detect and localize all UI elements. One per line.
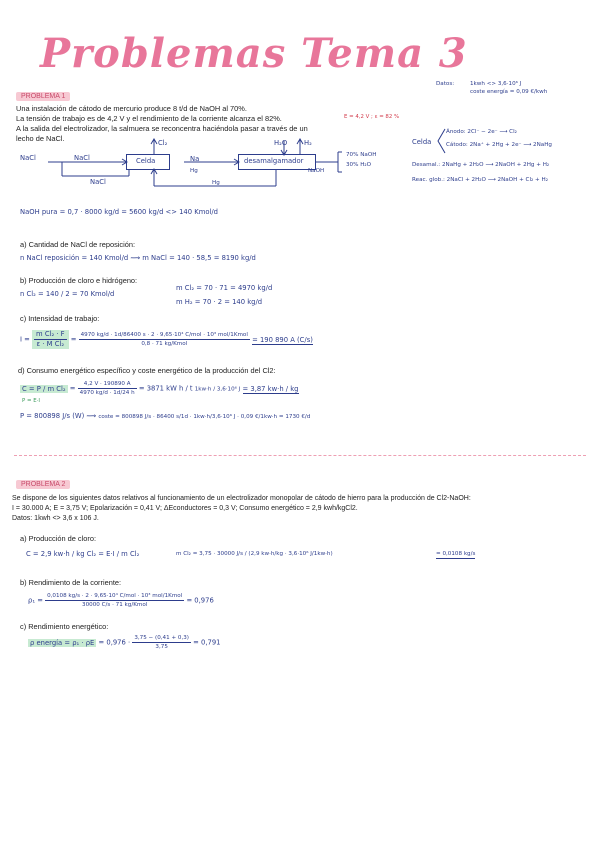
p2-c-mid: = 0,976 · [98,638,131,647]
p2-question-c: c) Rendimiento energético: [20,622,109,631]
p1-d-lhs: C = P / m Cl₂ [22,384,66,393]
p2-c-lhs: ρ energía = ρ₁ · ρE [30,638,95,647]
p1-c-num: 4970 kg/d · 1d/86400 s · 2 · 9,65·10⁴ C/mol · 10³ mol/1Kmol [80,332,248,338]
diagram-na: Na [190,155,200,163]
p2-b-den: 30000 C/s · 71 kg/Kmol [82,602,148,608]
p1-statement-line-2: La tensión de trabajo es de 4,2 V y el rendimiento de la corriente alcanza el 82%. [16,114,282,123]
p1-statement-line-4: lecho de NaCl. [16,134,65,143]
naoh-pura-line: NaOH pura = 0,7 · 8000 kg/d = 5600 kg/d <> 140 Kmol/d [20,208,218,216]
p2-b-num: 0,0108 kg/s · 2 · 9,65·10⁴ C/mol · 10³ mol/1Kmol [47,593,183,599]
diagram-nacl-in: NaCl [20,154,36,162]
p1-b-moles: n Cl₂ = 140 / 2 = 70 Kmol/d [20,290,115,298]
p1-answer-a: n NaCl reposición = 140 Kmol/d ⟿ m NaCl = 140 · 58,5 = 8190 kg/d [20,254,256,262]
diagram-nacl-recycle: NaCl [90,178,106,186]
p1-given-values: E = 4,2 V ; ε = 82 % [344,114,400,120]
celda-brace-icon [436,128,446,154]
p2-statement-line-1: Se dispone de los siguientes datos relativos al funcionamiento de un electrolizador monopolar de cátodo de hierro para la producción de Cl2-NaOH: [12,495,471,502]
datos-label: Datos: [436,81,455,87]
p1-question-d: d) Consumo energético específico y coste energético de la producción del Cl2: [18,366,276,375]
diagram-out-naoh: 70% NaOH [346,152,377,158]
diagram-h2: H₂ [304,139,312,147]
desamalgamador-box-label: desamalgamador [244,157,304,165]
p2-c-den: 3,75 [155,644,168,650]
p1-c-formula: I = $\frac{\text{m Cl₂ · F}}{\text{ε · M Cl₂}}$ = $\frac{\text{4970 kg/d · 1d/86400 s · 2 · 9,65·10⁴ C/mol · 10³ mol/1Kmol}}{\text{0,8 · 71 kg/Kmol}}$ = 190 890 A (C/s) [20,330,313,348]
problem-2-tag: PROBLEMA 2 [16,480,70,489]
p1-b-mass-cl2: m Cl₂ = 70 · 71 = 4970 kg/d [176,284,273,292]
p1-d-cost: coste = 800898 J/s · 86400 s/1d · 1kw·h/3,6·10⁶ J · 0,09 €/1kw·h = 1730 €/d [98,414,311,420]
p2-b-result: = 0,976 [186,596,214,605]
p1-statement-line-1: Una instalación de cátodo de mercurio produce 8 t/d de NaOH al 70%. [16,104,247,113]
p1-c-den: 0,8 · 71 kg/Kmol [141,341,188,347]
section-divider [14,455,586,456]
p1-d-res2: 1kw·h / 3,6·10⁶ J [194,386,241,393]
problem-1-tag: PROBLEMA 1 [16,92,70,101]
diagram-out-h2o: 30% H₂O [346,162,372,168]
p2-a-consumo: C = 2,9 kw·h / kg Cl₂ = E·I / m Cl₂ [26,550,140,558]
p1-d-res1: = 3871 kW h / t [138,384,193,393]
p2-c-result: = 0,791 [193,638,221,647]
p2-b-lhs: ρ₁ = [28,596,43,605]
p1-d-den: 4970 kg/d · 1d/24 h [79,390,135,396]
p2-a-mass: m Cl₂ = 3,75 · 30000 J/s / (2,9 kw·h/kg · 3,6·10⁶ J/1kw·h) [176,551,333,557]
diagram-h2o: H₂O [274,139,288,147]
page-title: Problemas Tema 3 [40,30,468,77]
p1-d-num: 4,2 V · 190890 A [78,380,137,389]
p1-d-pnote: P = E·I [22,398,40,404]
p1-question-a: a) Cantidad de NaCl de reposición: [20,240,136,249]
p1-d-formula: C = P / m Cl₂ = $\frac{4,2 V \cdot 190890 A}{4970 kg/d \cdot 1d/24 h}$ = 3871 kW h / t 1kw·h / 3,6·10⁶ J = 3,87 kw·h / kg [22,381,299,396]
diagram-nacl-mid: NaCl [74,154,90,162]
p2-statement-line-3: Datos: 1kwh <> 3,6 x 106 J. [12,515,99,522]
process-diagram [14,136,394,192]
p1-c-formula-num: m Cl₂ · F [36,330,65,338]
diagram-naoh: NaOH [308,168,325,174]
celda-box-label: Celda [136,157,156,165]
p1-c-formula-den: ε · M Cl₂ [36,340,65,348]
celda-label: Celda [412,138,432,146]
p1-statement-line-3: A la salida del electrolizador, la salmuera se reconcentra haciéndola pasar a través de un [16,124,308,133]
desamal-reaction: Desamal.: 2NaHg + 2H₂O ⟶ 2NaOH + 2Hg + H₂ [412,162,550,168]
global-reaction: Reac. glob.: 2NaCl + 2H₂O ⟶ 2NaOH + Cl₂ + H₂ [412,177,548,183]
p1-question-b: b) Producción de cloro e hidrógeno: [20,276,138,285]
diagram-cl2: Cl₂ [158,139,168,147]
anodo-reaction: Ánodo: 2Cl⁻ − 2e⁻ ⟶ Cl₂ [446,129,517,135]
p1-d-power [20,412,310,421]
p2-question-a: a) Producción de cloro: [20,534,96,543]
datos-line-1: 1kwh <> 3,6·10⁶ J [470,81,522,87]
p1-d-res3: = 3,87 kw·h / kg [242,384,299,393]
p1-d-power-arrow: ⟿ [86,412,99,420]
p2-c-formula [28,634,221,651]
p1-b-mass-h2: m H₂ = 70 · 2 = 140 kg/d [176,298,263,306]
p2-c-num: 3,75 − (0,41 + 0,3) [134,635,189,641]
p2-question-b: b) Rendimiento de la corriente: [20,578,122,587]
p1-c-result: = 190 890 A (C/s) [252,335,313,344]
p1-c-formula-lhs: I = [20,335,33,344]
p2-a-result: = 0,0108 kg/s [436,551,476,557]
p2-statement-line-2: I = 30.000 A; E = 3,75 V; Epolarización = 0,41 V; ΔEconductores = 0,3 V; Consumo energético = 2,9 kwh/kgCl2. [12,505,358,512]
diagram-hg-2: Hg [212,180,220,186]
p1-d-power-value: P = 800898 J/s (W) [20,412,85,420]
datos-line-2: coste energía = 0,09 €/kwh [470,89,548,95]
catodo-reaction: Cátodo: 2Na⁺ + 2Hg + 2e⁻ ⟶ 2NaHg [446,142,552,148]
p1-question-c: c) Intensidad de trabajo: [20,314,100,323]
p2-b-formula [28,592,214,609]
diagram-hg-1: Hg [190,168,198,174]
